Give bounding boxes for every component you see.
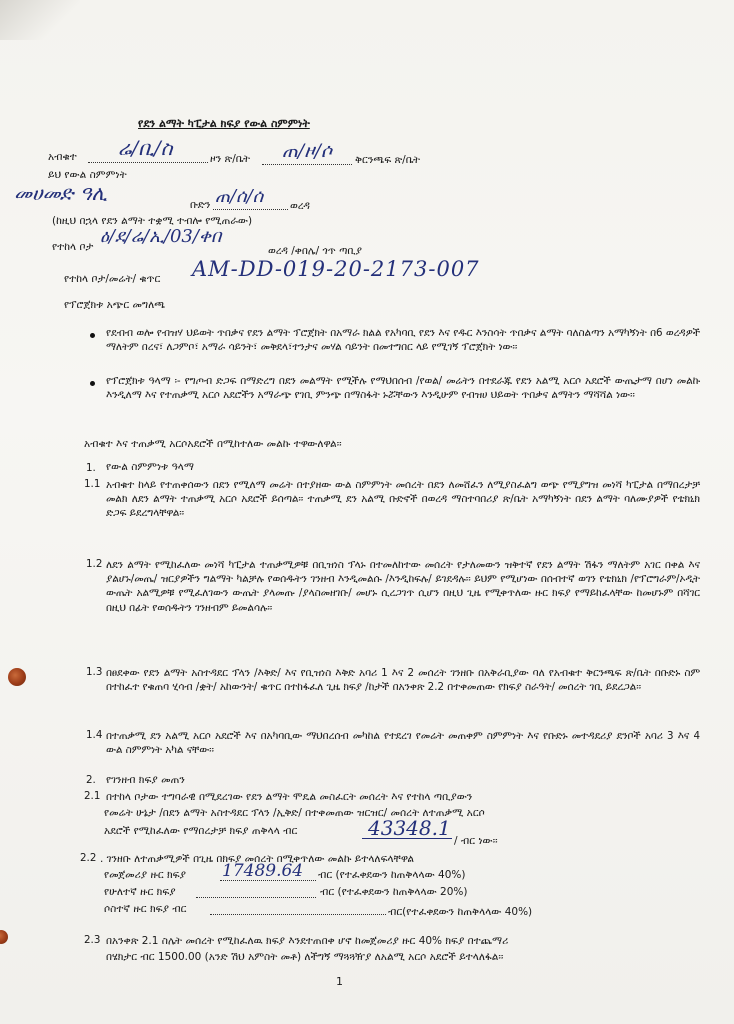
group-label: ቡድን: [190, 199, 211, 211]
handwritten-total-amount: 43348.1: [368, 816, 451, 840]
clause-number: 2.2: [80, 852, 97, 864]
clause-1-3: በፀደቀው የደን ልማት አስተዳደር ፕላን /እቅድ/ እና የቢዝነስ እቅድ አባሪ 1 እና 2 መሰረት ገንዘቡ በአቅራቢያው ባለ የአብቁተ ቅርንጫፍ ጽ/ቤት በቡድኑ ስም በተከፈተ የቁጠባ ሂሳብ /ቋት/ አከውንት/ ቁጥር በተከፋፈለ ጊዜ ክፍያ /ከታች በአንቀጽ 2.2 በተቀመጠው የክፍያ ስራዓት/ መሰረት ገቢ ይደረጋል፡፡: [106, 667, 700, 694]
bullet-paragraph-1: የደብብ ወሎ የብዝሃ ህይወት ጥበቃና የደን ልማት ፕሮጀክት በአማራ ክልል የአካባቢ የደን እና የዱር እንስሳት ጥበቃና ልማት ባለስልጣን አማካኝነት በ6 ወረዳዎች ማለትም በረና፣ ለጋምቦ፣ አማራ ሳይንት፣ መቅደላ፣ተንታና መሃል ሳይንት በመተግበር ላይ የሚገኝ ፕሮጀክት ነው፡፡: [106, 327, 700, 354]
amount-underline: [362, 838, 452, 839]
site-location-label: ወረዳ /ቀበሌ/ ጎጥ ጣቢያ: [268, 245, 362, 257]
clause-1-2: ለደን ልማት የሚከፈለው መነሻ ካፒታል ተጠቃሚዎቹ በቢዝነስ ፕላኑ በተመለከተው መሰረት የታለመውን ዝቅተኛ የደን ልማት ሽፋን ማለትም አገር በቀል እና ያልሆኑ/መጤ/ ዝርያዎችን ግልማት ካልቻሉ የወሰዱትን ገንዘብ እንዲመልሱ /እንዲከፍሉ/ ይገደዳሉ፡፡ ይህም የሚሆነው በሰብተኛ ወገን የቴክኒክ /የፕሮግራም/ኦዲት ውጤት አልሚዎቹ የሚፈለገውን ውጤት ያላመጡ /ያላስመዘገቡ/ መሆኑ ሲረጋገጥ ሲሆን በዚህ ጊዜ የሚቀጥለው ዙር ክፍያ የማይከፈላቸው ከመሆኑም በሻገር በዚህ በፊት የወሰዱትን ገንዘብም ይመልሳሉ፡፡: [106, 559, 700, 614]
handwritten-group: ጠ/ሰ/ሰ: [215, 186, 264, 207]
page-fold-shadow: [0, 0, 80, 40]
fill-line: [220, 880, 316, 881]
bullet-paragraph-2: የፕሮጀክቱ ዓላማ ፡- የግጦብ ድጋፍ በማድረግ በደን መልማት የሚችሉ የማህበሰብ /የወል/ መሬትን በተደራጁ የደን አልሚ አርሶ አደሮች ውጤታማ በሆነ መልኩ እንዲለማ እና የተጠቃሚ አርሶ አደሮችን አማራጭ የገቢ ምንጭ በማስፋት ኑሯቸውን እንዲሁም የብዝሀ ህይወት ጥበቃና ልማትን ማሻሻል ነው፡፡: [106, 375, 700, 402]
clause-number: 1.2: [86, 558, 103, 570]
woreda-label: ወረዳ: [290, 200, 310, 212]
planting-site-label: የተከላ ቦታ: [52, 241, 94, 253]
handwritten-name: መሀመድ ዓሊ: [14, 181, 108, 205]
fill-line: [210, 914, 386, 915]
clause-2-2-intro: . ገንዘቡ ለተጠቃሚዎች በጊዜ በክፍያ መሰረት በሚቀጥለው መልኩ ይተላለፍላቸዋል: [100, 853, 415, 865]
second-payment-note: ብር (የተፈቀደውን ከጠቅላላው 20%): [320, 886, 468, 898]
clause-2-3-line-1: በአንቀጽ 2.1 ስሌት መሰረት የሚከፈለዉ ክፍያ እንደተጠበቀ ሆኖ ከመጀመሪያ ዙር 40% ክፍያ በተጨማሪ: [106, 935, 509, 947]
section-number: 2.: [86, 774, 96, 786]
institution-label: አብቁተ: [48, 151, 77, 163]
zone-office-label: ዞን ጽ/ቤት: [210, 153, 251, 165]
first-payment-note: ብር (የተፈቀደውን ከጠቅላላው 40%): [318, 869, 466, 881]
handwritten-site-number: AM-DD-019-20-2173-007: [192, 257, 480, 281]
clause-number: 1.3: [86, 666, 103, 678]
second-payment-label: የሁለተኛ ዙር ክፍያ: [104, 886, 176, 898]
fill-line: [88, 162, 208, 163]
clause-2-1-line-4: / ብር ነው፡፡: [454, 835, 498, 847]
third-payment-note: ብር(የተፈቀደውን ከጠቅላላው 40%): [388, 906, 533, 918]
parties-intro: አብቁተ እና ተጠቃሚ አርሶአደሮች በሚከተለው መልኩ ተዋውለዋል፡፡: [84, 438, 342, 450]
document-title: የደን ልማት ካፒታል ክፍያ የውል ስምምነት: [138, 117, 310, 130]
bullet-icon: [90, 333, 95, 338]
clause-1-1: አብቁተ ከላይ የተጠቀሰውን በደን የሚለማ መሬት በተያዘው ውል ስምምነት መሰረት በደን ለመሸፈን ለሚያስፈልግ ወጭ የሚያግዝ መነሻ ካፒታል በማበረታቻ መልክ ለደን ልማት ተጠቃሚ አርሶ አደሮች ይሰጣል፡፡ ተጠቃሚ ደን አልሚ ቡድኖች በወረዳ ማስተባበሪያ ጽ/ቤት አማካኝነት በደን ልማት ባለሙያዎች የቴክኒክ ድጋፍ ይደረግላቸዋል፡፡: [106, 479, 700, 520]
bullet-icon: [90, 381, 95, 386]
handwritten-first-payment: 17489.64: [222, 861, 304, 881]
clause-1-4: በተጠቃሚ ደን አልሚ አርሶ አደሮች እና በአካባቢው ማህበረሰብ መካከል የተደረገ የመሬት መጠቀም ስምምነት እና የቡድኑ መተዳደሪያ ደንቦች አባሪ 3 እና 4 ውል ስምምነት አካል ናቸው፡፡: [106, 730, 700, 757]
clause-2-1-line-3: አደሮች የሚከፈለው የማበረታቻ ክፍያ ጠቅላላ ብር: [104, 825, 298, 837]
section-1-title: የውል ስምምነቱ ዓላማ: [106, 461, 194, 473]
clause-2-3-line-2: በሄክታር ብር 1500.00 (አንድ ሽህ አምስት መቶ) ለችግኝ ማጓጓዥያ ለአልሚ አርሶ አደሮች ይተላለፋል፡፡: [106, 951, 504, 963]
handwritten-zone: ሬ/ቢ/ስ: [118, 136, 173, 160]
first-payment-label: የመጀመሪያ ዙር ክፍያ: [104, 869, 186, 881]
punch-hole-icon: [0, 930, 8, 944]
clause-2-1-line-2: የመሬት ሁኔታ /በደን ልማት አስተዳደር ፕላን /ኢቅድ/ በተቀመጠው ዝርዝር/ መሰረት ለተጠቃሚ አርሶ: [104, 807, 485, 819]
fill-line: [196, 897, 316, 898]
clause-number: 2.1: [84, 790, 101, 802]
project-summary-heading: የፕሮጀክቱ አጭር መግለጫ: [64, 299, 166, 311]
site-number-label: የተከላ ቦታ/መሬት/ ቁጥር: [64, 273, 161, 285]
clause-number: 2.3: [84, 934, 101, 946]
fill-line: [213, 209, 288, 210]
branch-office-label: ቅርንጫፍ ጽ/ቤት: [355, 154, 421, 166]
fill-line: [262, 164, 352, 165]
clause-number: 1.1: [84, 478, 101, 490]
beneficiary-note: (ከዚህ በኋላ የደን ልማት ተቋሚ ተብሎ የሚጠራው): [52, 215, 253, 227]
handwritten-zone-office: ጠ/ዞ/ሶ: [282, 140, 333, 162]
clause-number: 1.4: [86, 729, 103, 741]
handwritten-site: ዕ/ደ/ሬ/ኢ/03/ቀበ: [100, 226, 222, 247]
agreement-intro: ይህ የውል ስምምነት: [48, 169, 127, 181]
clause-2-1-line-1: በተከላ ቦታው ተግባራዊ በሚደረገው የደን ልማት ሞዴል መስፈርት መሰረት እና የተከላ ጣቢያውን: [106, 791, 473, 803]
section-2-title: የገንዘብ ክፍያ መጠን: [106, 774, 185, 786]
punch-hole-icon: [8, 668, 26, 686]
page-number: 1: [336, 975, 343, 988]
section-number: 1.: [86, 462, 96, 474]
third-payment-label: ሶስተኛ ዙር ክፍያ ብር: [104, 903, 187, 915]
